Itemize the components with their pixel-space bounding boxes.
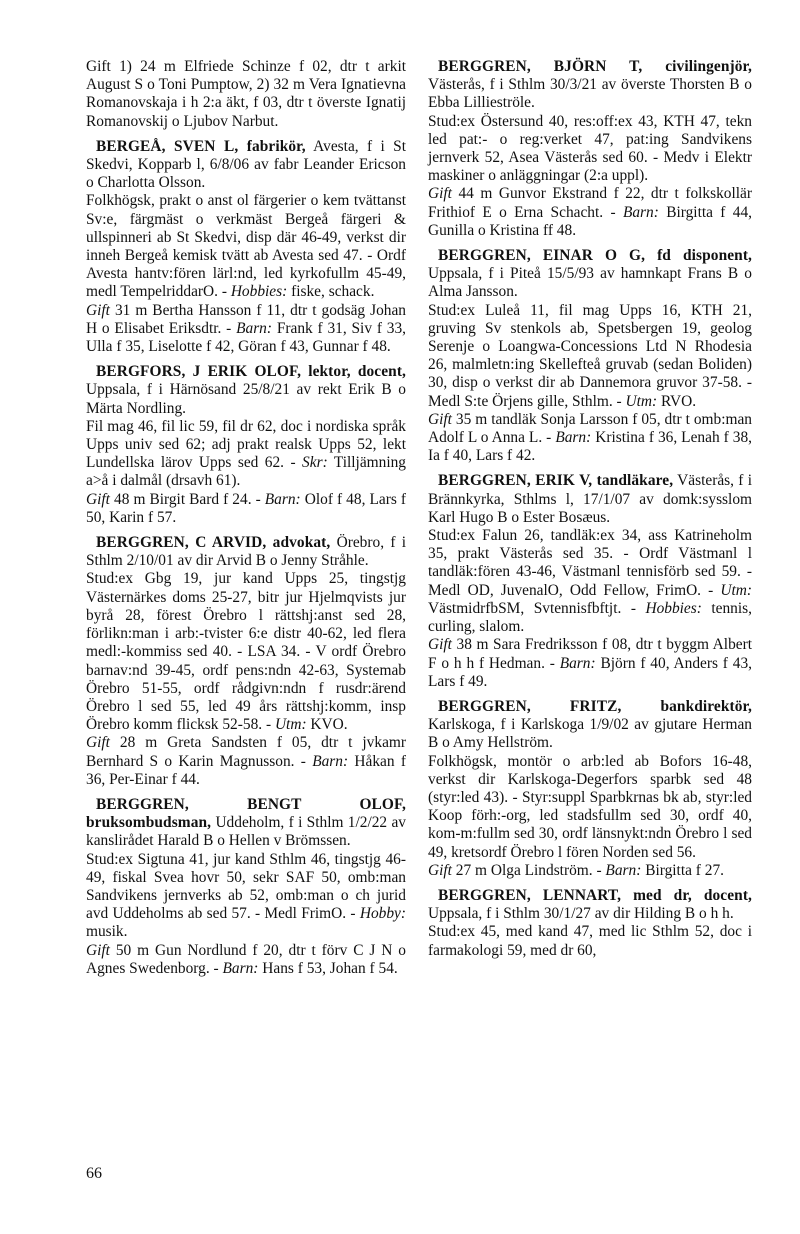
gift-text: 28 m Greta Sandsten f 05, dtr t jvkamr Bernhard S o Karin Magnusson. - <box>86 734 406 770</box>
gift-label: Gift <box>86 941 110 959</box>
gift-label: Gift <box>86 301 110 319</box>
entry-career: Stud:ex Sigtuna 41, jur kand Sthlm 46, tingstjg 46-49, fiskal Svea hovr 50, sekr SAF 50, omb:man Sandvikens jernverks ab 52, omb:man o ch jurid avd Uddeholms ab sed 57. - Medl FrimO. - <box>86 850 406 923</box>
skr-label: Skr: <box>295 454 328 472</box>
left-column <box>86 58 406 985</box>
entry-intro: Västerås, f i Brännkyrka, Sthlms l, 17/1/07 av domk:sysslom Karl Hugo B o Ester Bosæus. <box>428 472 752 526</box>
entry-name: BERGGREN, BJÖRN T, civilingenjör, <box>438 58 752 75</box>
utm-text: KVO. <box>306 716 348 734</box>
hobby-text: musik. <box>86 923 128 941</box>
entry-career: Stud:ex Östersund 40, res:off:ex 43, KTH 47, tekn led pat:- o reg:verket 47, pat:ing Sandvikens jernverk 52, Asea Västerås sed 60. - Medv i Elektr maskiner o anläggningar (2:a uppl). <box>428 112 752 185</box>
hobbies-label: Hobbies: <box>635 599 702 617</box>
gift-label: Gift <box>86 490 110 508</box>
barn-label: Barn: <box>305 752 349 770</box>
entry-intro: Örebro, f i Sthlm 2/10/01 av dir Arvid B o Jenny Stråhle. <box>86 534 406 570</box>
entry-bergfors-erik <box>86 363 406 527</box>
barn-text: Hans f 53, Johan f 54. <box>258 959 398 977</box>
entry-intro: Uddeholm, f i Sthlm 1/2/22 av kanslirådet Harald B o Hellen v Brömssen. <box>86 814 406 850</box>
entry-name: BERGGREN, LENNART, med dr, docent, <box>438 886 752 904</box>
entry-bergea-sven <box>86 138 406 356</box>
entry-intro: Västerås, f i Sthlm 30/3/21 av överste Thorsten B o Ebba Lillieströle. <box>428 76 752 112</box>
barn-label: Barn: <box>231 319 273 337</box>
gift-text: 38 m Sara Fredriksson f 08, dtr t byggm Albert F o h h f Hedman. - <box>428 636 752 672</box>
entry-continuation <box>86 58 406 131</box>
barn-label: Barn: <box>218 959 259 977</box>
entry-career: Stud:ex Gbg 19, jur kand Upps 25, tingstjg Västernärkes doms 25-27, bitr jur Hjelmqvists jur byrå 28, förest Örebro l rättshj:anst sed 28, förlikn:man i arb:-tvister 6:e distr 40-62, led flera medl:-kommiss sed 40. - LSA 34. - V ordf Örebro barnav:nd 39-45, ordf pens:ndn 42-63, Systemab Örebro 51-55, ordf rådgivn:ndn f rusdr:ärend Örebro l sed 55, led 49 års rättshj:komm, insp Örebro komm flicksk 52-58. - <box>86 570 406 734</box>
gift-label: Gift <box>86 734 110 752</box>
gift-text: 50 m Gun Nordlund f 20, dtr t förv C J N o Agnes Swedenborg. - <box>86 941 406 977</box>
entry-berggren-bengt <box>86 796 406 978</box>
hobbies-text: tennis, curling, slalom. <box>428 599 752 636</box>
barn-text: Birgitta f 27. <box>641 861 724 879</box>
entry-career: Stud:ex Falun 26, tandläk:ex 34, ass Katrineholm 35, prakt Västerås sed 35. - Ordf Västmanl l tandläk:fören 43-46, Västmanl tennisförb sed 59. - Medl OD, JuvenalO, Odd Fellow, FrimO. - <box>428 527 752 599</box>
barn-text: Håkan f 36, Per-Einar f 44. <box>86 752 406 788</box>
utm-label: Utm: <box>621 392 658 410</box>
entry-name: BERGGREN, BENGT OLOF, bruksombudsman, <box>86 795 406 832</box>
entry-intro: Avesta, f i St Skedvi, Kopparb l, 6/8/06 av fabr Leander Ericson o Charlotta Olsson. <box>86 137 406 192</box>
entry-name: BERGFORS, J ERIK OLOF, lektor, docent, <box>96 363 406 381</box>
gift-text: 31 m Bertha Hansson f 11, dtr t godsäg Johan H o Elisabet Eriksdtr. - <box>86 301 406 337</box>
entry-name: BERGEÅ, SVEN L, fabrikör, <box>96 137 306 155</box>
utm-label: Utm: <box>271 716 307 734</box>
hobbies-label: Hobbies: <box>226 283 288 301</box>
continuation-text: Gift 1) 24 m Elfriede Schinze f 02, dtr t arkit August S o Toni Pumptow, 2) 32 m Vera Ignatievna Romanovskaja i h 2:a äkt, f 03, dtr t överste Ignatij Romanovskij o Ljubov Narbut. <box>86 58 406 130</box>
gift-label: Gift <box>428 410 452 428</box>
barn-text: Kristina f 36, Lenah f 38, Ia f 40, Lars f 42. <box>428 429 753 465</box>
entry-career: Fil mag 46, fil lic 59, fil dr 62, doc i nordiska språk Upps univ sed 62; adj prakt realsk Upps 52, lekt Lundellska lärov Upps sed 62. - <box>86 417 406 472</box>
barn-label: Barn: <box>551 429 592 447</box>
entry-intro: Uppsala, f i Sthlm 30/1/27 av dir Hilding B o h h. <box>428 905 734 923</box>
entry-berggren-fritz <box>428 698 752 880</box>
gift-text: 35 m tandläk Sonja Larsson f 05, dtr t omb:man Adolf L o Anna L. - <box>428 410 752 447</box>
entry-berggren-arvid <box>86 534 406 789</box>
utm-text: RVO. <box>657 392 697 410</box>
hobbies-text: fiske, schack. <box>287 283 375 301</box>
barn-label: Barn: <box>554 654 596 672</box>
barn-text: Olof f 48, Lars f 50, Karin f 57. <box>86 490 406 526</box>
entry-intro: Uppsala, f i Piteå 15/5/93 av hamnkapt Frans B o Alma Jansson. <box>428 265 752 301</box>
skr-text: Tilljämning a>å i dalmål (drsavh 61). <box>86 454 406 490</box>
page-number: 66 <box>86 1165 102 1182</box>
entry-name: BERGGREN, EINAR O G, fd disponent, <box>438 247 752 265</box>
utm-label: Utm: <box>713 581 752 599</box>
barn-label: Barn: <box>260 490 301 508</box>
gift-label: Gift <box>428 185 452 203</box>
entry-career: Stud:ex 45, med kand 47, med lic Sthlm 52, doc i farmakologi 59, med dr 60, <box>428 923 752 959</box>
entry-career: Stud:ex Luleå 11, fil mag Upps 16, KTH 21, gruving Sv stenkols ab, Spetsbergen 19, geolog Serenje o Loangwa-Concessions Ltd N Rhodesia 26, malmletn:ing Skellefteå gruvab (sedan Boliden) 30, disp o verkst dir ab Dannemora gruvor 37-58. - Medl S:te Örjens gille, Sthlm. - <box>428 301 752 410</box>
gift-label: Gift <box>428 861 452 879</box>
entry-berggren-bjorn <box>428 58 752 240</box>
barn-text: Björn f 40, Anders f 43, Lars f 49. <box>428 654 752 690</box>
entry-berggren-lennart <box>428 887 752 960</box>
entry-berggren-erik <box>428 472 752 690</box>
barn-label: Barn: <box>615 203 659 221</box>
entry-intro: Uppsala, f i Härnösand 25/8/21 av rekt Erik B o Märta Nordling. <box>86 381 406 417</box>
hobby-label: Hobby: <box>355 905 406 923</box>
gift-text: 48 m Birgit Bard f 24. - <box>109 490 261 508</box>
entry-name: BERGGREN, C ARVID, advokat, <box>96 534 331 552</box>
utm-text: VästmidrfbSM, Svtennisfbftjt. - <box>428 599 636 617</box>
barn-label: Barn: <box>601 861 642 879</box>
entry-name: BERGGREN, FRITZ, bankdirektör, <box>438 697 752 715</box>
entry-name: BERGGREN, ERIK V, tandläkare, <box>438 472 674 490</box>
barn-text: Birgitta f 44, Gunilla o Kristina ff 48. <box>428 203 752 239</box>
gift-label: Gift <box>428 636 452 654</box>
right-column <box>428 58 752 967</box>
entry-intro: Karlskoga, f i Karlskoga 1/9/02 av gjutare Herman B o Amy Hellström. <box>428 716 752 752</box>
gift-text: 44 m Gunvor Ekstrand f 22, dtr t folkskollär Frithiof E o Erna Schacht. - <box>428 185 752 221</box>
entry-berggren-einar <box>428 247 752 465</box>
gift-text: 27 m Olga Lindström. - <box>451 861 602 879</box>
entry-career: Folkhögsk, montör o arb:led ab Bofors 16-48, verkst dir Karlskoga-Degerfors sparbk sed 48 (styr:led 43). - Styr:suppl Sparbkrnas bk ab, styr:led Koop förh:-org, led stadsfullm sed 30, ordf 40, kom-m:fullm sed 30, ordf länsnykt:ndn Örebro l sed 49, kretsordf Örebro l fören Norden sed 56. <box>428 752 752 861</box>
entry-career: Folkhögsk, prakt o anst ol färgerier o kem tvättanst Sv:e, färgmäst o verkmäst Bergeå färgeri & ullspinneri ab St Skedvi, disp där 46-49, verkst dir inneh Bergeå kemisk tvätt ab Avesta sed 47. - Ordf Avesta hantv:fören lärl:nd, led kyrkofullm 45-49, medl TempelriddarO. - <box>86 192 406 301</box>
barn-text: Frank f 31, Siv f 33, Ulla f 35, Liselotte f 42, Göran f 43, Gunnar f 48. <box>86 319 406 356</box>
